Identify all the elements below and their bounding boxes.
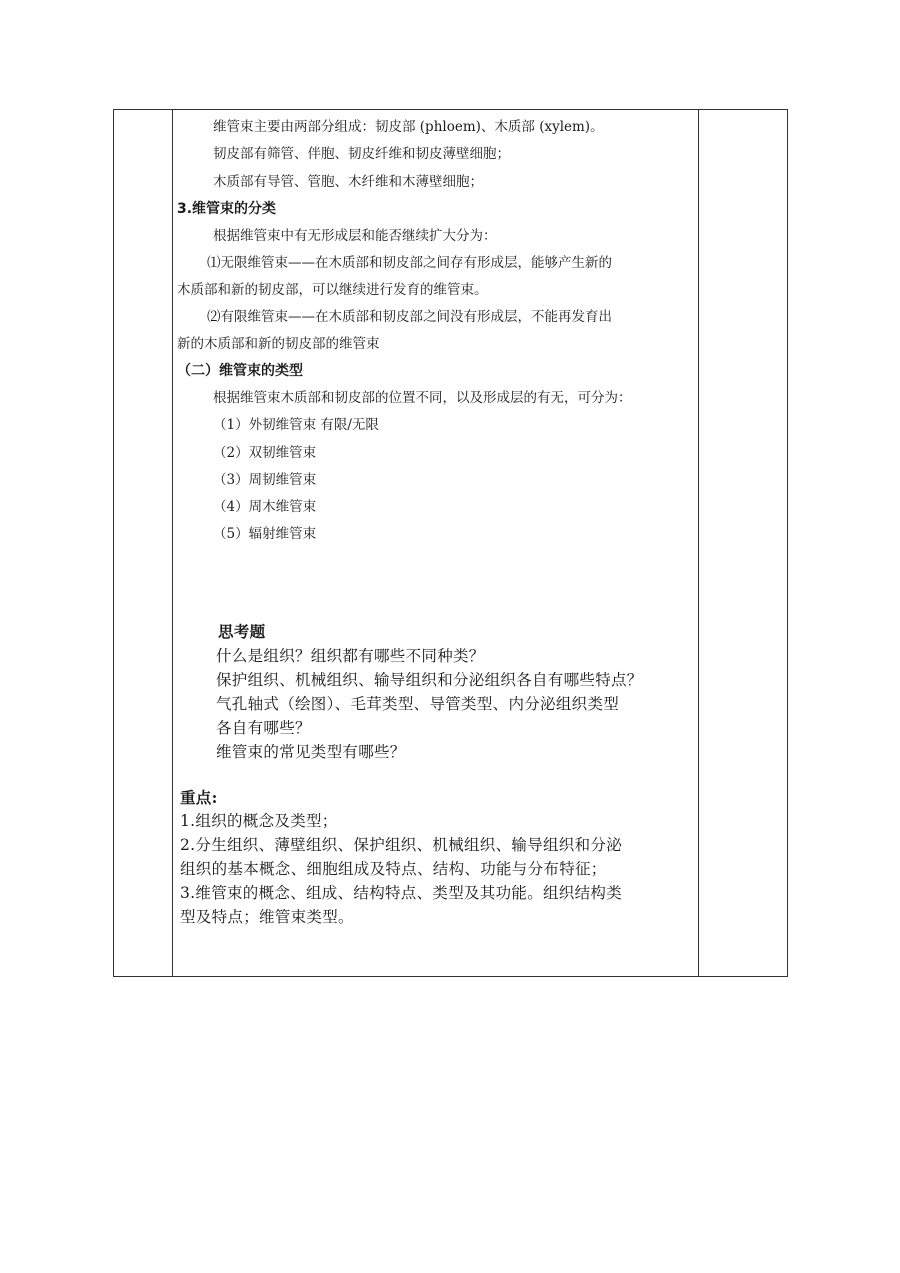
phloem-description: 韧皮部有筛管、伴胞、韧皮纤维和韧皮薄壁细胞；	[213, 146, 510, 162]
keypoint-2-line2: 组织的基本概念、细胞组成及特点、结构、功能与分布特征；	[180, 860, 607, 878]
keypoint-2-line1: 2.分生组织、薄壁组织、保护组织、机械组织、输导组织和分泌	[180, 836, 622, 854]
question-3-line1: 气孔轴式（绘图）、毛茸类型、导管类型、内分泌组织类型	[216, 695, 620, 713]
keypoint-3-line1: 3.维管束的概念、组成、结构特点、类型及其功能。组织结构类	[180, 884, 622, 902]
bundle-type-item: （5）辐射维管束	[213, 526, 317, 542]
xylem-description: 木质部有导管、管胞、木纤维和木薄壁细胞；	[213, 174, 483, 190]
bundle-type-item: （2）双韧维管束	[213, 445, 317, 461]
unlimited-bundle-line1: ⑴无限维管束——在木质部和韧皮部之间存有形成层，能够产生新的	[207, 255, 612, 271]
bundle-type-item: （1）外韧维管束 有限/无限	[213, 417, 379, 433]
section-3-heading: 3.维管束的分类	[177, 201, 277, 217]
keypoint-3-line2: 型及特点；维管束类型。	[180, 908, 354, 926]
questions-heading: 思考题	[218, 622, 266, 641]
composition-intro: 维管束主要由两部分组成：韧皮部 (phloem)、木质部 (xylem)。	[213, 119, 604, 135]
limited-bundle-line2: 新的木质部和新的韧皮部的维管束	[177, 336, 380, 352]
question-1: 什么是组织？组织都有哪些不同种类？	[216, 647, 485, 665]
unlimited-bundle-line2: 木质部和新的韧皮部，可以继续进行发育的维管束。	[177, 282, 488, 298]
question-4: 维管束的常见类型有哪些？	[216, 743, 406, 761]
classification-intro: 根据维管束中有无形成层和能否继续扩大分为：	[213, 228, 497, 244]
bundle-types-intro: 根据维管束木质部和韧皮部的位置不同，以及形成层的有无，可分为：	[213, 390, 632, 406]
bundle-type-item: （4）周木维管束	[213, 499, 317, 515]
keypoint-1: 1.组织的概念及类型；	[180, 812, 338, 830]
keypoints-heading: 重点:	[180, 788, 218, 807]
limited-bundle-line1: ⑵有限维管束——在木质部和韧皮部之间没有形成层，不能再发育出	[207, 309, 612, 325]
question-3-line2: 各自有哪些？	[216, 719, 311, 737]
bundle-type-item: （3）周韧维管束	[213, 472, 317, 488]
column-divider-right	[698, 110, 699, 976]
bundle-types-heading: （二）维管束的类型	[177, 363, 303, 379]
column-divider-left	[172, 110, 173, 976]
question-2: 保护组织、机械组织、输导组织和分泌组织各自有哪些特点？	[216, 671, 643, 689]
